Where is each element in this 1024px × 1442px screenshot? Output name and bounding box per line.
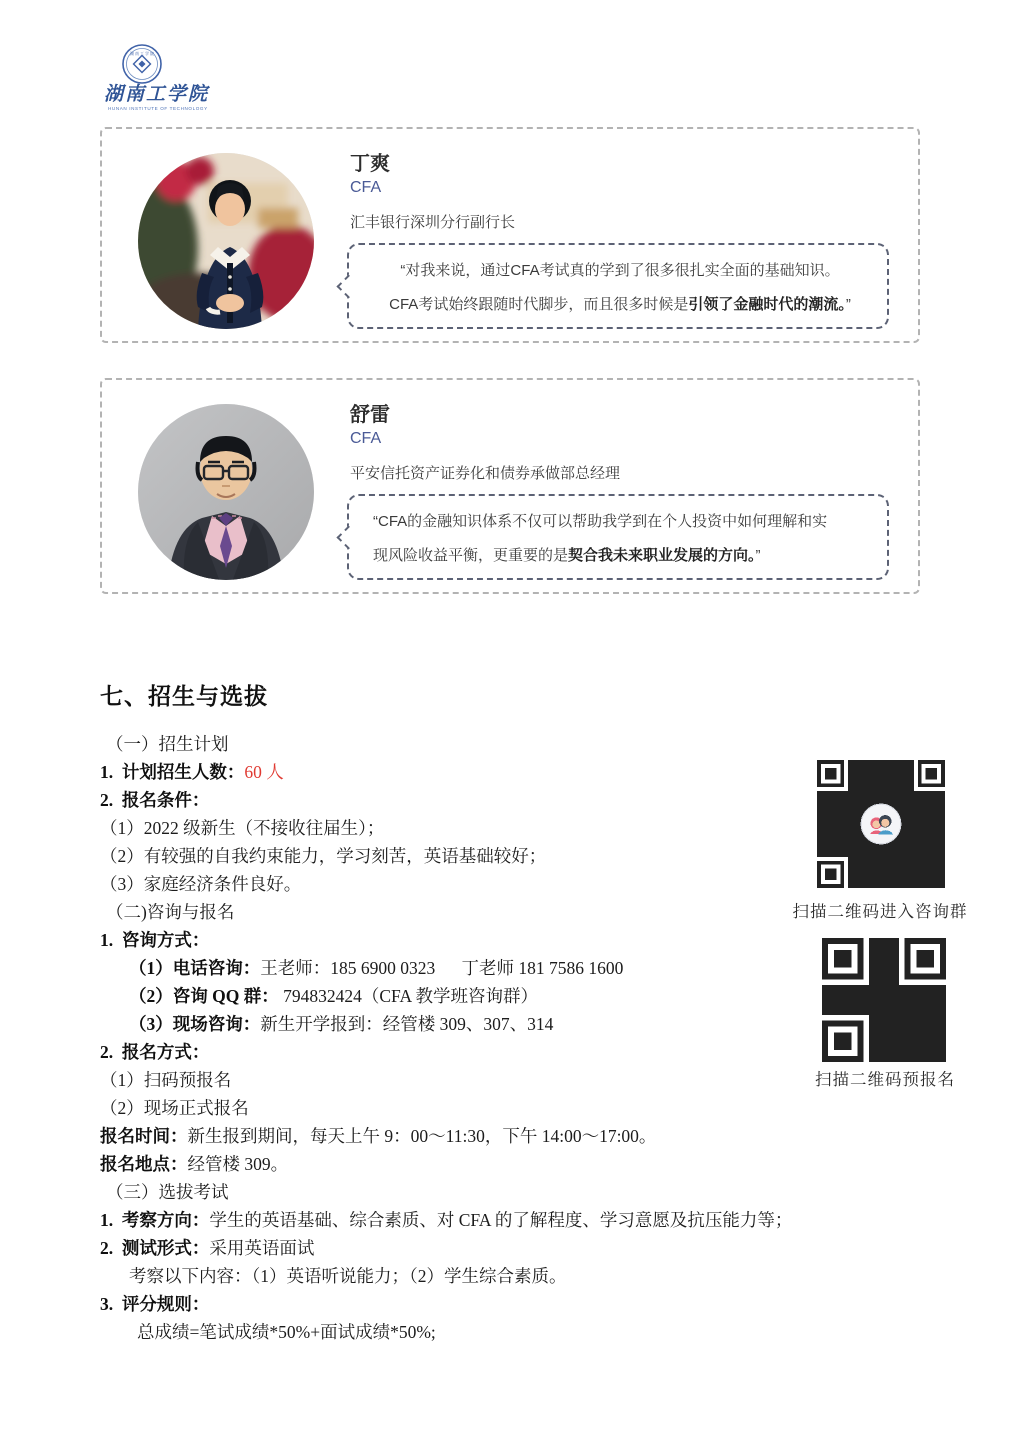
text-segment: （2）有较强的自我约束能力，学习刻苦，英语基础较好； [100, 846, 547, 866]
qr-code-image [822, 938, 946, 1062]
text-segment: 1. 计划招生人数： [100, 762, 245, 782]
text-line [96, 1206, 950, 1234]
text-line [367, 505, 873, 539]
qr-code-image [817, 760, 945, 888]
person-credential: CFA [350, 179, 382, 196]
text-line [96, 1290, 950, 1318]
woman-portrait-image [138, 153, 314, 329]
text-segment: （1）扫码预报名 [100, 1070, 232, 1090]
qr-code-consult-group [817, 760, 945, 888]
text-segment: 2. 报名条件： [100, 790, 210, 810]
text-line [96, 1150, 950, 1178]
text-line [96, 1234, 950, 1262]
person-job-title: 汇丰银行深圳分行副行长 [350, 214, 516, 231]
text-line [96, 1178, 950, 1206]
text-segment: 3. 评分规则： [100, 1294, 210, 1314]
text-segment: 总成绩=笔试成绩*50%+面试成绩*50%; [137, 1322, 436, 1342]
text-line [367, 254, 873, 288]
text-segment: （2）咨询 QQ 群： [129, 986, 279, 1006]
text-segment: “对我来说，通过CFA考试真的学到了很多很扎实全面的基础知识。 [400, 262, 840, 279]
text-segment: （3）现场咨询： [129, 1014, 261, 1034]
text-segment: 引领了金融时代的潮流。 [688, 296, 846, 313]
text-segment: （二)咨询与报名 [106, 902, 235, 922]
quote-bubble [347, 494, 889, 580]
text-segment: 新生报到期间，每天上午 9：00～11:30，下午 14:00～17:00。 [187, 1126, 657, 1146]
text-line [96, 730, 950, 758]
svg-text:HUNAN INSTITUTE OF TECHNOLOGY: HUNAN INSTITUTE OF TECHNOLOGY [108, 106, 208, 111]
text-segment: 1. 咨询方式： [100, 930, 210, 950]
text-segment: （1）电话咨询： [129, 958, 261, 978]
text-line [367, 288, 873, 322]
text-segment: 794832424（CFA 教学班咨询群） [278, 986, 539, 1006]
text-line [96, 1094, 950, 1122]
text-segment: 2. 测试形式： [100, 1238, 210, 1258]
svg-text:湖南工学院: 湖南工学院 [104, 84, 210, 105]
text-segment: 契合我未来职业发展的方向。 [568, 547, 756, 564]
section-heading: 七、招生与选拔 [100, 684, 268, 709]
text-segment: 新生开学报到：经管楼 309、307、314 [260, 1014, 554, 1034]
text-segment: 报名时间： [100, 1126, 188, 1146]
quote-bubble [347, 243, 889, 329]
text-segment: （一）招生计划 [106, 734, 229, 754]
text-segment: （2）现场正式报名 [100, 1098, 249, 1118]
text-segment: 报名地点： [100, 1154, 188, 1174]
testimonial-card-shu-lei [100, 378, 920, 594]
text-line [367, 539, 873, 573]
text-segment: 经管楼 309。 [187, 1154, 289, 1174]
university-logo [100, 42, 210, 120]
svg-text:湖 南 工 学 院: 湖 南 工 学 院 [130, 51, 154, 56]
text-line [96, 1122, 950, 1150]
text-segment: 2. 报名方式： [100, 1042, 210, 1062]
qr-caption-consult-group: 扫描二维码进入咨询群 [792, 902, 968, 921]
person-job-title: 平安信托资产证券化和债券承做部总经理 [350, 465, 621, 482]
text-segment: “CFA的金融知识体系不仅可以帮助我学到在个人投资中如何理解和实 [373, 513, 828, 530]
text-segment: （1）2022 级新生（不接收往届生）； [100, 818, 385, 838]
person-credential: CFA [350, 430, 382, 447]
text-segment: （3）家庭经济条件良好。 [100, 874, 302, 894]
testimonial-card-ding-shuang [100, 127, 920, 343]
text-segment: 采用英语面试 [209, 1238, 315, 1258]
man-portrait-image [138, 404, 314, 580]
text-segment: 现风险收益平衡，更重要的是 [373, 547, 569, 564]
text-segment: 60 人 [244, 762, 284, 782]
text-segment: 学生的英语基础、综合素质、对 CFA 的了解程度、学习意愿及抗压能力等； [209, 1210, 793, 1230]
university-seal-icon [100, 42, 210, 120]
portrait-photo-shu-lei [138, 404, 314, 580]
portrait-photo-ding-shuang [138, 153, 314, 329]
text-line [96, 1262, 950, 1290]
text-segment: 1. 考察方向： [100, 1210, 210, 1230]
text-segment: 王老师：185 6900 0323 丁老师 181 7586 1600 [260, 958, 624, 978]
text-line [96, 1318, 950, 1346]
text-segment: ” [755, 547, 761, 564]
text-segment: 考察以下内容：（1）英语听说能力；（2）学生综合素质。 [129, 1266, 567, 1286]
text-segment: CFA考试始终跟随时代脚步，而且很多时候是 [389, 296, 689, 313]
qr-code-pre-register [822, 938, 946, 1062]
qr-caption-pre-register: 扫描二维码预报名 [815, 1070, 955, 1089]
text-segment: ” [845, 296, 851, 313]
person-name: 舒雷 [350, 404, 390, 426]
text-segment: （三）选拔考试 [106, 1182, 229, 1202]
person-name: 丁爽 [350, 153, 390, 175]
